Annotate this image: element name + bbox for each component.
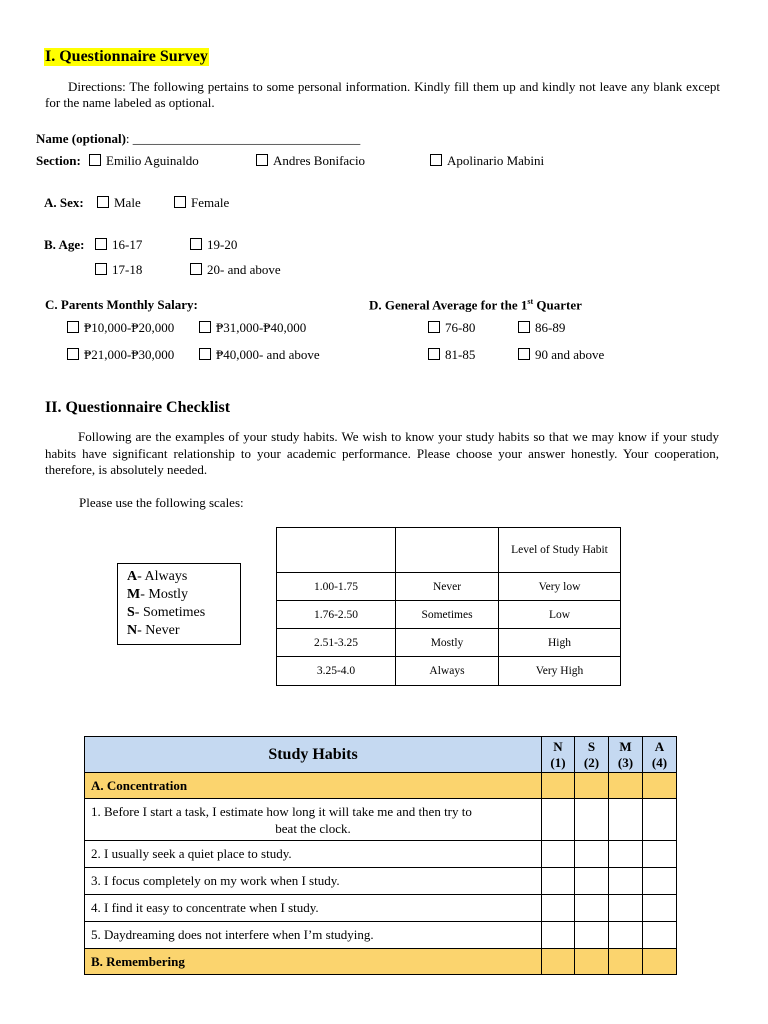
salary-option-4[interactable]: ₱40,000- and above [199,347,320,363]
salary-option-1[interactable]: ₱10,000-₱20,000 [67,320,174,336]
age-option-2[interactable]: 19-20 [190,237,237,253]
section-option-1[interactable]: Emilio Aguinaldo [89,153,199,169]
study-habits-table [84,736,677,975]
section-title-survey: I. Questionnaire Survey [45,48,208,65]
scale-table [276,527,621,686]
checkbox-icon[interactable] [518,348,530,360]
column-always: A (4) [643,737,677,773]
category-row-concentration: A. Concentration [85,773,677,799]
column-never: N (1) [542,737,575,773]
section-option-3[interactable]: Apolinario Mabini [430,153,544,169]
section-option-2[interactable]: Andres Bonifacio [256,153,365,169]
average-option-4[interactable]: 90 and above [518,347,604,363]
checkbox-icon[interactable] [95,263,107,275]
checkbox-icon[interactable] [428,321,440,333]
answer-cell[interactable] [575,895,609,922]
answer-cell[interactable] [542,922,575,949]
checkbox-icon[interactable] [428,348,440,360]
scale-table-header: Level of Study Habit [277,528,621,573]
average-option-1[interactable]: 76-80 [428,320,475,336]
answer-cell[interactable] [609,895,643,922]
checkbox-icon[interactable] [95,238,107,250]
age-option-3[interactable]: 17-18 [95,262,142,278]
answer-cell[interactable] [643,922,677,949]
section-row [36,153,81,169]
table-row: 5. Daydreaming does not interfere when I’m studying. [85,922,677,949]
answer-cell[interactable] [542,868,575,895]
sex-label: A. Sex: [44,195,84,210]
answer-cell[interactable] [609,799,643,841]
average-option-2[interactable]: 86-89 [518,320,565,336]
answer-cell[interactable] [542,799,575,841]
sex-option-male[interactable]: Male [97,195,141,211]
checkbox-icon[interactable] [67,321,79,333]
checkbox-icon[interactable] [174,196,186,208]
answer-cell[interactable] [542,895,575,922]
checkbox-icon[interactable] [518,321,530,333]
name-row [36,131,360,147]
age-label: B. Age: [44,237,85,252]
directions-text: Directions: The following pertains to some personal information. Kindly fill them up and kindly not leave any blank except for the name labeled as optional. [45,79,720,110]
scales-note: Please use the following scales: [79,495,244,510]
answer-cell[interactable] [643,799,677,841]
salary-option-3[interactable]: ₱21,000-₱30,000 [67,347,174,363]
age-option-1[interactable]: 16-17 [95,237,142,253]
answer-cell[interactable] [609,841,643,868]
answer-cell[interactable] [542,841,575,868]
average-label: D. General Average for the 1st Quarter [369,297,582,313]
table-row: 1. Before I start a task, I estimate how long it will take me and then try to beat the clock. [85,799,677,841]
checkbox-icon[interactable] [430,154,442,166]
checkbox-icon[interactable] [199,348,211,360]
name-label: Name (optional) [36,131,126,146]
answer-cell[interactable] [643,868,677,895]
name-colon: : [125,131,130,146]
legend-item: M- Mostly [127,587,189,602]
salary-label: C. Parents Monthly Salary: [45,297,198,312]
section-label: Section: [36,153,81,168]
age-option-4[interactable]: 20- and above [190,262,281,278]
checkbox-icon[interactable] [190,263,202,275]
checklist-intro: Following are the examples of your study habits. We wish to know your study habits so that we may know if your study habits have significant relationship to your academic performance. Please choose your answer honestly. Your cooperation, therefore, is absolutely needed. [45,429,719,477]
name-field[interactable]: ___________________________________ [132,131,361,146]
table-row: 3.25-4.0 Always Very High [277,657,621,686]
legend-item: A- Always [127,569,188,584]
checkbox-icon[interactable] [89,154,101,166]
answer-cell[interactable] [575,868,609,895]
answer-cell[interactable] [643,895,677,922]
sex-option-female[interactable]: Female [174,195,229,211]
scale-legend [117,563,241,645]
table-row: 1.00-1.75 Never Very low [277,573,621,601]
section-title-checklist: II. Questionnaire Checklist [45,399,231,416]
answer-cell[interactable] [609,922,643,949]
answer-cell[interactable] [575,799,609,841]
legend-item: N- Never [127,623,180,638]
habits-title: Study Habits [85,737,542,773]
answer-cell[interactable] [575,841,609,868]
checkbox-icon[interactable] [199,321,211,333]
habits-header-row [85,737,677,773]
column-sometimes: S (2) [575,737,609,773]
answer-cell[interactable] [575,922,609,949]
salary-option-2[interactable]: ₱31,000-₱40,000 [199,320,306,336]
table-row: 4. I find it easy to concentrate when I study. [85,895,677,922]
category-row-remembering: B. Remembering [85,949,677,975]
checkbox-icon[interactable] [97,196,109,208]
checkbox-icon[interactable] [190,238,202,250]
legend-item: S- Sometimes [127,605,206,620]
answer-cell[interactable] [643,841,677,868]
table-row: 1.76-2.50 Sometimes Low [277,601,621,629]
table-row: 2.51-3.25 Mostly High [277,629,621,657]
average-option-3[interactable]: 81-85 [428,347,475,363]
answer-cell[interactable] [609,868,643,895]
table-row: 2. I usually seek a quiet place to study. [85,841,677,868]
checkbox-icon[interactable] [256,154,268,166]
table-row: 3. I focus completely on my work when I study. [85,868,677,895]
column-mostly: M (3) [609,737,643,773]
checkbox-icon[interactable] [67,348,79,360]
